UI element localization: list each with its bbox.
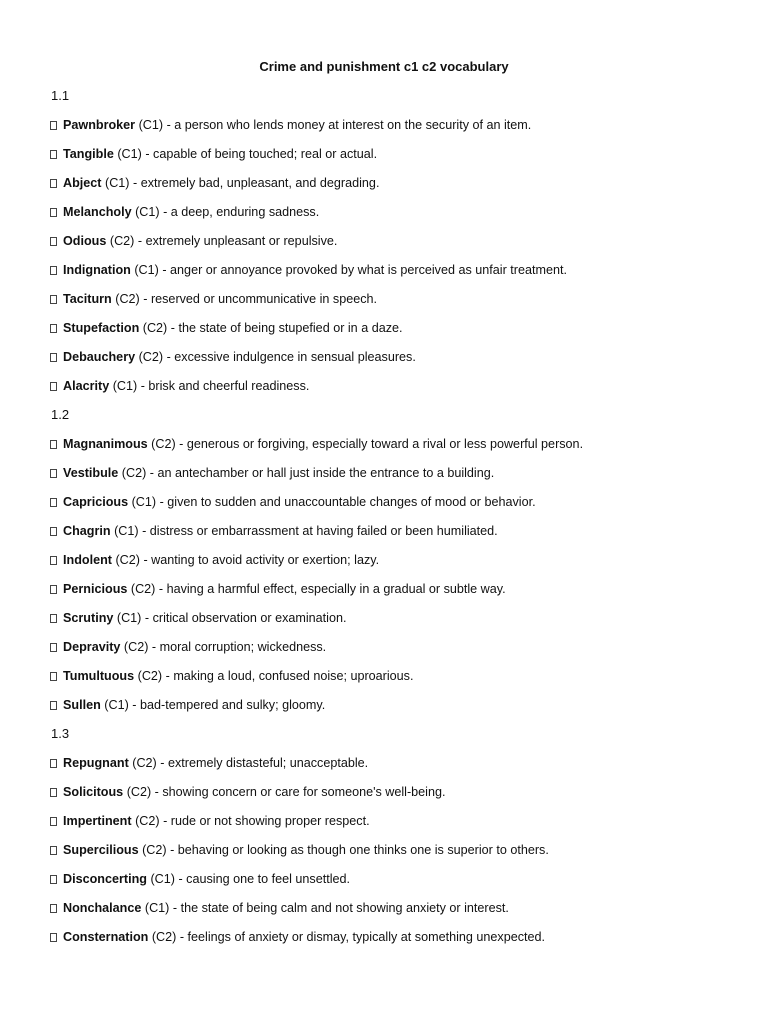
vocab-entry [50, 783, 750, 801]
vocab-definition: - critical observation or examination. [141, 611, 347, 625]
vocab-word: Capricious [63, 495, 129, 509]
cefr-level: (C2) [132, 756, 157, 770]
cefr-level: (C2) [142, 321, 168, 335]
vocab-word: Odious [63, 234, 107, 248]
vocab-definition: - given to sudden and unaccountable changes of mood or behavior. [156, 495, 536, 509]
bullet-box-icon [50, 933, 57, 942]
vocab-definition: - extremely bad, unpleasant, and degrading. [129, 176, 380, 190]
cefr-level: (C1) [144, 901, 170, 915]
bullet-box-icon [50, 179, 57, 188]
cefr-level: (C1) [131, 495, 157, 509]
bullet-box-icon [50, 208, 57, 217]
bullet-box-icon [50, 817, 57, 826]
vocab-word: Disconcerting [63, 872, 147, 886]
cefr-level: (C1) [150, 872, 175, 886]
cefr-level: (C2) [115, 292, 140, 306]
vocab-entry [50, 812, 750, 830]
vocab-entry [50, 522, 750, 540]
vocab-definition: - a person who lends money at interest on the security of an item. [163, 118, 532, 132]
vocab-entry [50, 290, 750, 308]
bullet-box-icon [50, 266, 57, 275]
vocab-entry [50, 609, 750, 627]
bullet-box-icon [50, 237, 57, 246]
vocab-definition: - showing concern or care for someone's well-being. [151, 785, 446, 799]
cefr-level: (C2) [123, 640, 149, 654]
vocab-definition: - anger or annoyance provoked by what is perceived as unfair treatment. [158, 263, 567, 277]
vocab-word: Impertinent [63, 814, 132, 828]
bullet-box-icon [50, 614, 57, 623]
vocab-word: Tangible [63, 147, 114, 161]
vocab-entry [50, 580, 750, 598]
vocab-entry [50, 928, 750, 946]
vocab-entry [50, 348, 750, 366]
vocab-word: Consternation [63, 930, 149, 944]
cefr-level: (C2) [137, 669, 163, 683]
cefr-level: (C2) [126, 785, 152, 799]
vocab-definition: - excessive indulgence in sensual pleasures. [163, 350, 416, 364]
cefr-level: (C2) [151, 930, 177, 944]
vocab-definition: - brisk and cheerful readiness. [137, 379, 310, 393]
cefr-level: (C2) [142, 843, 167, 857]
vocab-entry [50, 667, 750, 685]
vocab-entry [50, 870, 750, 888]
cefr-level: (C1) [112, 379, 138, 393]
vocab-entry [50, 377, 750, 395]
vocab-definition: - feelings of anxiety or dismay, typically at something unexpected. [176, 930, 546, 944]
vocab-definition: - extremely unpleasant or repulsive. [134, 234, 338, 248]
bullet-box-icon [50, 672, 57, 681]
vocab-definition: - behaving or looking as though one thinks one is superior to others. [166, 843, 549, 857]
bullet-box-icon [50, 150, 57, 159]
bullet-box-icon [50, 585, 57, 594]
vocab-entry [50, 464, 750, 482]
vocab-word: Pernicious [63, 582, 128, 596]
bullet-box-icon [50, 353, 57, 362]
section-number: 1.3 [51, 726, 70, 741]
vocab-definition: - moral corruption; wickedness. [148, 640, 327, 654]
vocab-word: Abject [63, 176, 102, 190]
vocab-word: Alacrity [63, 379, 110, 393]
vocab-entry [50, 319, 750, 337]
vocab-entry [50, 203, 750, 221]
vocab-definition: - distress or embarrassment at having failed or been humiliated. [138, 524, 498, 538]
vocab-entry [50, 754, 750, 772]
cefr-level: (C1) [134, 263, 159, 277]
bullet-box-icon [50, 498, 57, 507]
vocab-entry [50, 696, 750, 714]
cefr-level: (C2) [115, 553, 140, 567]
vocab-word: Vestibule [63, 466, 119, 480]
bullet-box-icon [50, 121, 57, 130]
bullet-box-icon [50, 324, 57, 333]
bullet-box-icon [50, 904, 57, 913]
vocab-definition: - reserved or uncommunicative in speech. [139, 292, 378, 306]
vocab-word: Pawnbroker [63, 118, 136, 132]
vocab-definition: - an antechamber or hall just inside the entrance to a building. [146, 466, 495, 480]
vocab-entry [50, 145, 750, 163]
bullet-box-icon [50, 556, 57, 565]
vocab-word: Depravity [63, 640, 121, 654]
vocab-word: Debauchery [63, 350, 136, 364]
vocab-entry [50, 261, 750, 279]
vocab-definition: - extremely distasteful; unacceptable. [156, 756, 369, 770]
bullet-box-icon [50, 295, 57, 304]
cefr-level: (C2) [121, 466, 147, 480]
vocab-definition: - a deep, enduring sadness. [159, 205, 320, 219]
bullet-box-icon [50, 701, 57, 710]
bullet-box-icon [50, 527, 57, 536]
vocab-word: Nonchalance [63, 901, 142, 915]
cefr-level: (C1) [104, 698, 129, 712]
cefr-level: (C2) [151, 437, 176, 451]
bullet-box-icon [50, 846, 57, 855]
section-number: 1.1 [51, 88, 70, 103]
cefr-level: (C1) [117, 147, 142, 161]
vocab-definition: - the state of being calm and not showing anxiety or interest. [169, 901, 509, 915]
vocab-word: Supercilious [63, 843, 139, 857]
cefr-level: (C1) [114, 524, 139, 538]
vocab-definition: - bad-tempered and sulky; gloomy. [128, 698, 326, 712]
cefr-level: (C2) [138, 350, 164, 364]
vocab-definition: - generous or forgiving, especially toward a rival or less powerful person. [175, 437, 584, 451]
cefr-level: (C2) [130, 582, 156, 596]
bullet-box-icon [50, 875, 57, 884]
cefr-level: (C1) [138, 118, 164, 132]
vocab-word: Magnanimous [63, 437, 148, 451]
vocab-entry [50, 116, 750, 134]
vocab-word: Scrutiny [63, 611, 114, 625]
vocab-definition: - making a loud, confused noise; uproarious. [162, 669, 414, 683]
cefr-level: (C1) [116, 611, 142, 625]
vocab-word: Stupefaction [63, 321, 140, 335]
vocab-entry [50, 899, 750, 917]
vocab-definition: - causing one to feel unsettled. [174, 872, 351, 886]
cefr-level: (C2) [109, 234, 135, 248]
vocab-entry [50, 174, 750, 192]
cefr-level: (C1) [135, 205, 160, 219]
vocab-word: Taciturn [63, 292, 112, 306]
vocab-definition: - capable of being touched; real or actual. [141, 147, 378, 161]
vocab-word: Repugnant [63, 756, 129, 770]
bullet-box-icon [50, 469, 57, 478]
vocab-entry [50, 551, 750, 569]
bullet-box-icon [50, 440, 57, 449]
page-title: Crime and punishment c1 c2 vocabulary [259, 59, 509, 74]
vocab-definition: - wanting to avoid activity or exertion; lazy. [139, 553, 380, 567]
vocab-word: Solicitous [63, 785, 124, 799]
vocab-entry [50, 493, 750, 511]
vocab-word: Indignation [63, 263, 131, 277]
bullet-box-icon [50, 759, 57, 768]
vocab-entry [50, 435, 750, 453]
vocab-word: Chagrin [63, 524, 111, 538]
cefr-level: (C2) [135, 814, 160, 828]
vocab-definition: - rude or not showing proper respect. [159, 814, 370, 828]
vocab-definition: - the state of being stupefied or in a daze. [167, 321, 403, 335]
vocab-definition: - having a harmful effect, especially in a gradual or subtle way. [155, 582, 506, 596]
bullet-box-icon [50, 788, 57, 797]
cefr-level: (C1) [105, 176, 130, 190]
vocab-entry [50, 841, 750, 859]
vocab-entry [50, 638, 750, 656]
vocab-word: Melancholy [63, 205, 132, 219]
section-number: 1.2 [51, 407, 70, 422]
vocab-entry [50, 232, 750, 250]
bullet-box-icon [50, 643, 57, 652]
vocab-word: Tumultuous [63, 669, 135, 683]
vocab-word: Sullen [63, 698, 101, 712]
vocab-word: Indolent [63, 553, 112, 567]
bullet-box-icon [50, 382, 57, 391]
